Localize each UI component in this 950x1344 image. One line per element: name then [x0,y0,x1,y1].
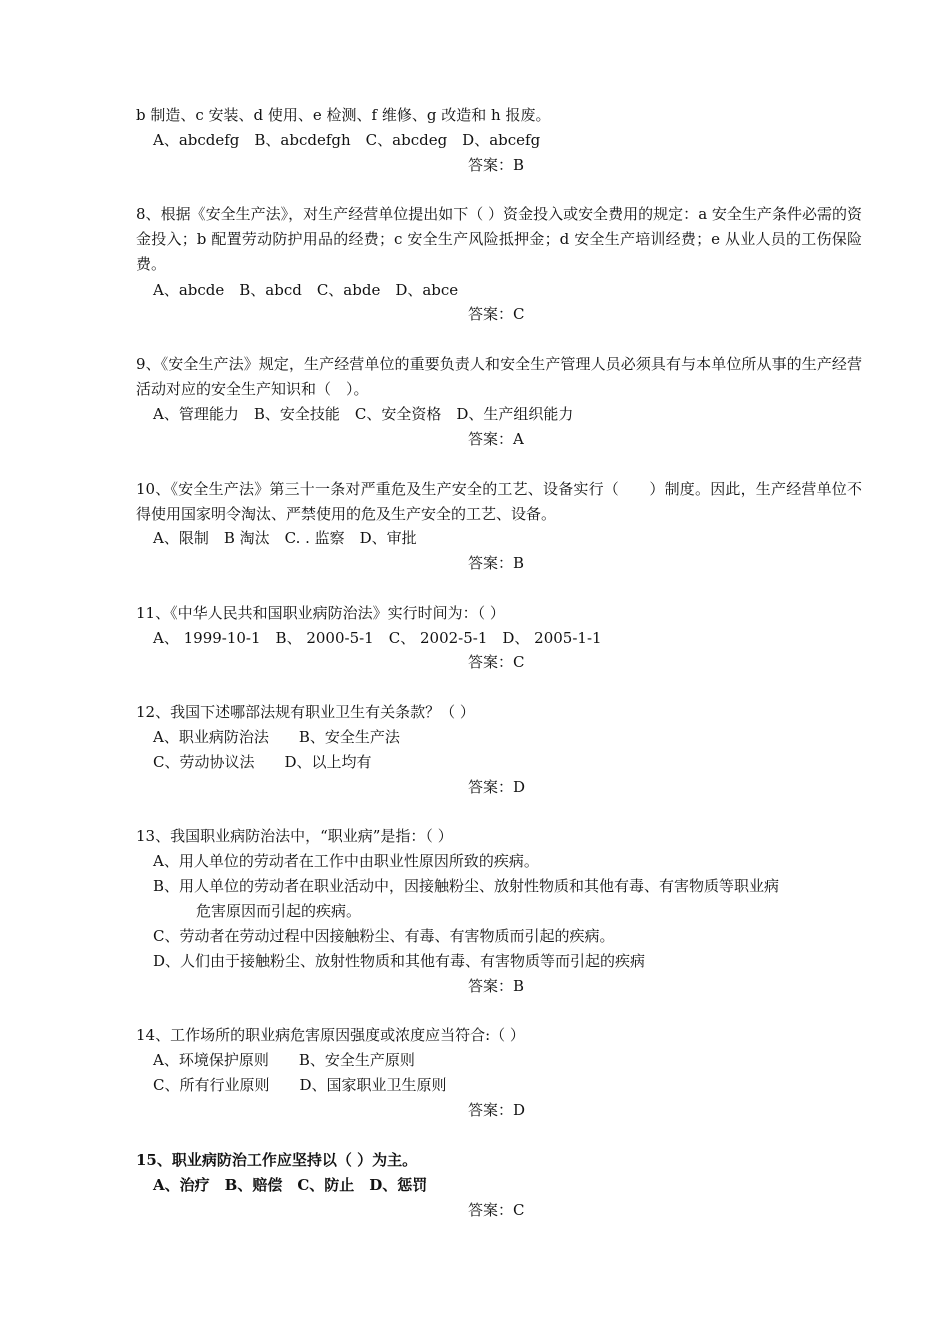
question-9-text: 9、《安全生产法》规定，生产经营单位的重要负责人和安全生产管理人员必须具有与本单位所从事的生产经营活动对应的安全生产知识和（ ）。 [136,355,862,398]
question-9-answer: 答案：A [468,430,524,448]
question-14-text: 14、工作场所的职业病危害原因强度或浓度应当符合:（ ） [136,1026,525,1044]
question-10-text: 10、《安全生产法》第三十一条对严重危及生产安全的工艺、设备实行（ ）制度。因此，生产经营单位不得使用国家明令淘汰、严禁使用的危及生产安全的工艺、设备。 [136,480,862,523]
question-14-options-row1: A、环境保护原则 B、安全生产原则 [153,1051,415,1069]
question-11-text: 11、《中华人民共和国职业病防治法》实行时间为：（ ） [136,604,505,622]
question-8-options: A、abcde B、abcd C、abde D、abce [153,281,459,299]
question-14-answer: 答案：D [468,1101,526,1119]
question-7-answer: 答案：B [468,156,525,174]
question-15-options: A、治疗 B、赔偿 C、防止 D、惩罚 [153,1176,428,1194]
question-12-options-row1: A、职业病防治法 B、安全生产法 [153,728,400,746]
question-11-answer: 答案：C [468,653,525,671]
question-15-answer: 答案：C [468,1201,525,1219]
question-15-text: 15、职业病防治工作应坚持以（ ）为主。 [136,1151,418,1169]
question-8-text: 8、根据《安全生产法》，对生产经营单位提出如下（ ）资金投入或安全费用的规定：a 安全生产条件必需的资金投入；b 配置劳动防护用品的经费；c 安全生产风险抵押金；d 安全生产培训经费；e 从业人员的工伤保险费。 [136,205,862,273]
question-12-answer: 答案：D [468,778,526,796]
question-9-options: A、管理能力 B、安全技能 C、安全资格 D、生产组织能力 [153,405,574,423]
question-13-option-d: D、人们由于接触粉尘、放射性物质和其他有毒、有害物质等而引起的疾病 [153,952,646,970]
question-13-text: 13、我国职业病防治法中，“职业病”是指：（ ） [136,827,453,845]
question-12-options-row2: C、劳动协议法 D、以上均有 [153,753,372,771]
question-14-options-row2: C、所有行业原则 D、国家职业卫生原则 [153,1076,447,1094]
question-13-option-a: A、用人单位的劳动者在工作中由职业性原因所致的疾病。 [153,852,539,870]
question-7-options: A、abcdefg B、abcdefgh C、abcdeg D、abcefg [153,131,541,149]
question-13-option-b-continuation: 危害原因而引起的疾病。 [196,902,362,920]
question-10-answer: 答案：B [468,554,525,572]
question-7-continuation: b 制造、c 安装、d 使用、e 检测、f 维修、g 改造和 h 报废。 [136,106,551,124]
question-13-option-b: B、用人单位的劳动者在职业活动中，因接触粉尘、放射性物质和其他有毒、有害物质等职业病 [153,877,780,895]
question-10-options: A、限制 B 淘汰 C. . 监察 D、审批 [153,529,417,547]
question-13-answer: 答案：B [468,977,525,995]
question-8-answer: 答案：C [468,305,525,323]
question-12-text: 12、我国下述哪部法规有职业卫生有关条款？（ ） [136,703,475,721]
question-13-option-c: C、劳动者在劳动过程中因接触粉尘、有毒、有害物质而引起的疾病。 [153,927,615,945]
question-11-options: A、 1999-10-1 B、 2000-5-1 C、 2002-5-1 D、 2005-1-1 [153,629,602,647]
